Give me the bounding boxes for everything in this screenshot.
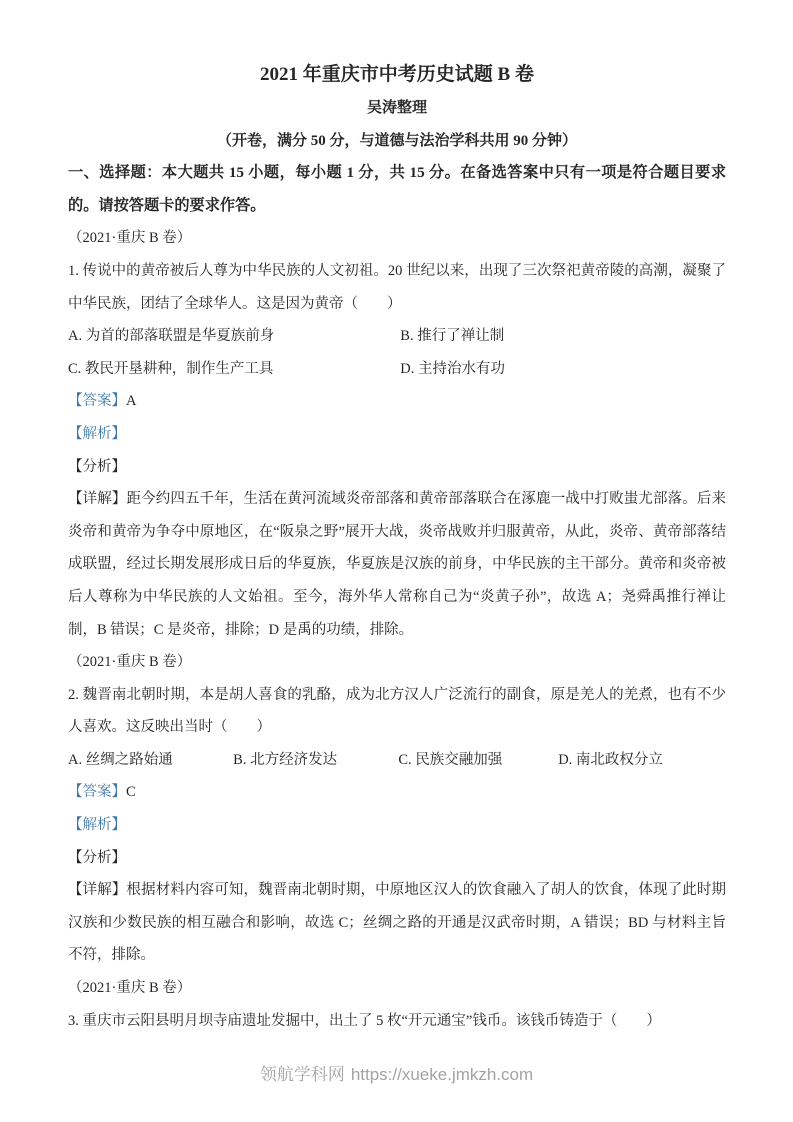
question-2-source: （2021·重庆 B 卷） xyxy=(68,654,192,671)
section-heading: 一、选择题：本大题共 15 小题，每小题 1 分，共 15 分。在备选答案中只有一项是符合题目要求的。请按答题卡的要求作答。 xyxy=(68,164,726,214)
detail-marker: 【详解】 xyxy=(68,882,127,899)
answer-marker: 【答案】 xyxy=(68,784,126,801)
answer-marker: 【答案】 xyxy=(68,393,126,410)
question-1-option-d: D. 主持治水有功 xyxy=(400,360,506,377)
question-2-stem: 2. 魏晋南北朝时期，本是胡人喜食的乳酪，成为北方汉人广泛流行的副食，原是羌人的羌煮，也有不少人喜欢。这反映出当时（ ） xyxy=(68,686,726,736)
question-1-options xyxy=(68,320,726,385)
watermark-footer xyxy=(0,1060,793,1085)
question-3-stem: 3. 重庆市云阳县明月坝寺庙遗址发掘中，出土了 5 枚“开元通宝”钱币。该钱币铸造于（ ） xyxy=(68,1012,661,1029)
question-1-option-c: C. 教民开垦耕种，制作生产工具 xyxy=(68,360,274,377)
question-1-answer: A xyxy=(126,393,137,410)
question-1-answer-line xyxy=(68,385,726,418)
question-2-detail xyxy=(68,874,726,972)
question-1-option-b: B. 推行了禅让制 xyxy=(400,328,505,345)
question-1-detail xyxy=(68,483,726,646)
compiler-line: 吴涛整理 xyxy=(366,100,427,116)
watermark-site-name: 领航学科网 xyxy=(259,1065,345,1084)
document-title: 2021 年重庆市中考历史试题 B 卷 xyxy=(260,64,534,85)
question-1-stem: 1. 传说中的黄帝被后人尊为中华民族的人文初祖。20 世纪以来，出现了三次祭祀黄帝陵的高潮，凝聚了中华民族，团结了全球华人。这是因为黄帝（ ） xyxy=(68,262,726,312)
question-2-analysis-marker: 【分析】 xyxy=(68,849,126,866)
question-1-source: （2021·重庆 B 卷） xyxy=(68,230,192,247)
question-2-detail-text: 根据材料内容可知，魏晋南北朝时期，中原地区汉人的饮食融入了胡人的饮食，体现了此时期汉族和少数民族的相互融合和影响，故选 C；丝绸之路的开通是汉武帝时期，A 错误；BD 与材料主旨不符，排除。 xyxy=(68,882,726,964)
question-2-answer-line xyxy=(68,776,726,809)
question-2-option-d: D. 南北政权分立 xyxy=(558,751,663,768)
question-3-source: （2021·重庆 B 卷） xyxy=(68,980,192,997)
exam-info-line: （开卷，满分 50 分，与道德与法治学科共用 90 分钟） xyxy=(216,132,577,149)
detail-marker: 【详解】 xyxy=(68,491,127,508)
question-1-option-a: A. 为首的部落联盟是华夏族前身 xyxy=(68,328,275,345)
question-2-option-c: C. 民族交融加强 xyxy=(398,751,503,768)
question-2-option-a: A. 丝绸之路始通 xyxy=(68,751,173,768)
question-1-detail-text: 距今约四五千年，生活在黄河流域炎帝部落和黄帝部落联合在涿鹿一战中打败蚩尤部落。后来炎帝和黄帝为争夺中原地区，在“阪泉之野”展开大战，炎帝战败并归服黄帝，从此，炎帝、黄帝部落结成联盟，经过长期发展形成日后的华夏族，华夏族是汉族的前身，中华民族的主干部分。黄帝和炎帝被后人尊称为中华民族的人文始祖。至今，海外华人常称自己为“炎黄子孙”，故选 A；尧舜禹推行禅让制，B 错误；C 是炎帝，排除；D 是禹的功绩，排除。 xyxy=(68,491,726,638)
question-1-analysis-marker: 【分析】 xyxy=(68,458,126,475)
watermark-url: https://xueke.jmkzh.com xyxy=(350,1065,534,1084)
question-2-option-b: B. 北方经济发达 xyxy=(233,751,338,768)
question-2-explanation-marker: 【解析】 xyxy=(68,817,126,834)
question-1-explanation-marker: 【解析】 xyxy=(68,425,126,442)
question-2-answer: C xyxy=(126,784,136,801)
question-2-options xyxy=(68,744,726,777)
